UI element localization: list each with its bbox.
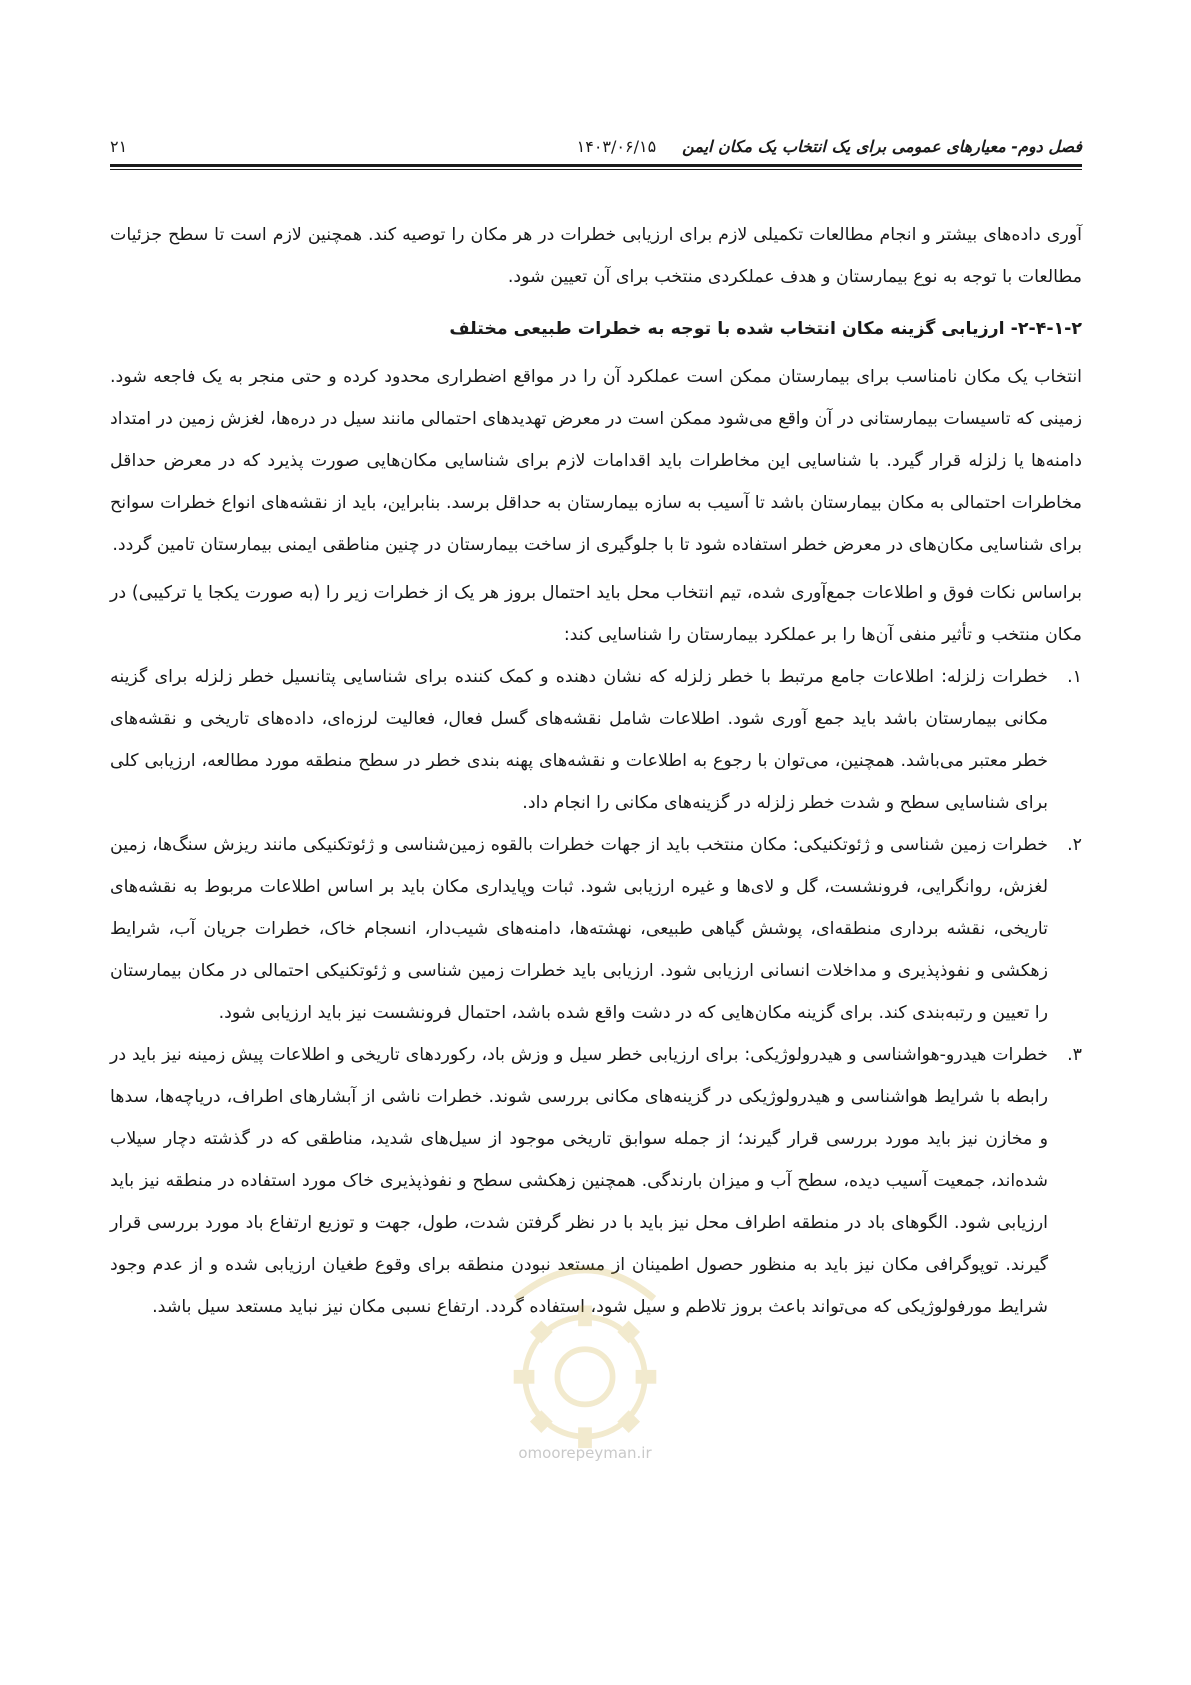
hazard-item-earthquake (110, 656, 1082, 824)
header-date: ۱۴۰۳/۰۶/۱۵ (576, 137, 657, 156)
paragraph-hazard-intro: براساس نکات فوق و اطلاعات جمع‌آوری شده، تیم انتخاب محل باید احتمال بروز هر یک از خطرات زیر را (به صورت یکجا یا ترکیبی) در مکان منتخب و تأثیر منفی آن‌ها را بر عملکرد بیمارستان را شناسایی کند: (110, 583, 1082, 645)
page-content (110, 214, 1082, 1328)
hazard-text: خطرات هیدرو-هواشناسی و هیدرولوژیکی: برای ارزیابی خطر سیل و وزش باد، رکوردهای تاریخی و اطلاعات پیش زمینه نیز باید در رابطه با شرایط هواشناسی و هیدرولوژیکی در گزینه‌های مکانی بررسی شوند. خطرات ناشی از آبشارهای اطراف، دریاچه‌ها، سدها و مخازن نیز باید مورد بررسی قرار گیرند؛ از جمله سوابق تاریخی موجود از سیل‌های شدید، مناطقی که در گذشته دچار سیلاب شده‌اند، جمعیت آسیب دیده، سطح آب و میزان بارندگی. همچنین زهکشی سطح و نفوذپذیری خاک مورد استفاده در منطقه نیز باید ارزیابی شود. الگوهای باد در منطقه اطراف محل نیز باید با در نظر گرفتن شدت، طول، جهت و توزیع ارتفاع باد مورد بررسی قرار گیرند. توپوگرافی مکان نیز باید به منظور حصول اطمینان از مستعد نبودن منطقه برای وقوع طغیان ارزیابی شده و از عدم وجود شرایط مورفولوژیکی که می‌تواند باعث بروز تلاطم و سیل شود، استفاده گردد. ارتفاع نسبی مکان نیز نباید مستعد سیل باشد. (110, 1045, 1048, 1317)
running-header (110, 128, 1082, 156)
list-number: ۳. (1067, 1045, 1082, 1065)
list-number: ۲. (1067, 835, 1082, 855)
hazard-list (110, 656, 1082, 1328)
watermark-url (470, 1444, 700, 1462)
hazard-item-geotechnical (110, 824, 1082, 1034)
paragraph-unsuitable-site: انتخاب یک مکان نامناسب برای بیمارستان ممکن است عملکرد آن را در مواقع اضطراری محدود کرده و حتی منجر به یک فاجعه شود. زمینی که تاسیسات بیمارستانی در آن واقع می‌شود ممکن است در معرض تهدیدهای احتمالی مانند سیل در دره‌ها، لغزش زمین در امتداد دامنه‌ها یا زلزله قرار گیرد. با شناسایی این مخاطرات باید اقدامات لازم برای شناسایی مکان‌هایی صورت پذیرد که در معرض حداقل مخاطرات احتمالی به مکان بیمارستان باشد تا آسیب به سازه بیمارستان به حداقل برسد. بنابراین، باید از نقشه‌های انواع خطرات سوانح برای شناسایی مکان‌های در معرض خطر استفاده شود تا با جلوگیری از ساخت بیمارستان در چنین مناطقی ایمنی بیمارستان تامین گردد. (110, 367, 1082, 555)
page-number: ۲۱ (110, 137, 128, 156)
header-rule (110, 164, 1082, 170)
hazard-text: خطرات زمین شناسی و ژئوتکنیکی: مکان منتخب باید از جهات خطرات بالقوه زمین‌شناسی و ژئوتکنیکی مانند ریزش سنگ‌ها، زمین لغزش، روانگرایی، فرونشست، گل و لای‌ها و غیره ارزیابی شود. ثبات وپایداری مکان باید بر اساس اطلاعات مربوط به نقشه‌های تاریخی، نقشه برداری منطقه‌ای، پوشش گیاهی طبیعی، نهشته‌ها، دامنه‌های شیب‌دار، انسجام خاک، خطرات جریان آب، شرایط زهکشی و نفوذپذیری و مداخلات انسانی ارزیابی شود. ارزیابی باید خطرات زمین شناسی و ژئوتکنیکی احتمالی در مکان بیمارستان را تعیین و رتبه‌بندی کند. برای گزینه مکان‌هایی که در دشت واقع شده باشد، احتمال فرونشست نیز باید ارزیابی شود. (110, 835, 1048, 1023)
chapter-title: فصل دوم- معیارهای عمومی برای یک انتخاب یک مکان ایمن (682, 137, 1082, 156)
header-title-group (577, 137, 1082, 156)
hazard-item-hydrometeorological (110, 1034, 1082, 1328)
document-page (110, 0, 1082, 1685)
list-number: ۱. (1067, 667, 1082, 687)
hazard-text: خطرات زلزله: اطلاعات جامع مرتبط با خطر زلزله که نشان دهنده و کمک کننده برای شناسایی پتانسیل خطر زلزله برای گزینه مکانی بیمارستان باشد باید جمع آوری شود. اطلاعات شامل نقشه‌های گسل فعال، فعالیت لرزه‌ای، داده‌های تاریخی و نقشه‌های خطر معتبر می‌باشد. همچنین، می‌توان با رجوع به اطلاعات و نقشه‌های پهنه بندی خطر در سطح منطقه مورد مطالعه، ارزیابی کلی برای شناسایی سطح و شدت خطر زلزله در گزینه‌های مکانی را انجام داد. (110, 667, 1048, 813)
intro-paragraph: آوری داده‌های بیشتر و انجام مطالعات تکمیلی لازم برای ارزیابی خطرات در هر مکان را توصیه کند. همچنین لازم است تا سطح جزئیات مطالعات با توجه به نوع بیمارستان و هدف عملکردی منتخب برای آن تعیین شود. (110, 225, 1082, 287)
watermark-url-text: omoorepeyman.ir (518, 1444, 652, 1462)
section-heading: ۲-۴-۱-۲- ارزیابی گزینه مکان انتخاب شده با توجه به خطرات طبیعی مختلف (449, 319, 1082, 339)
